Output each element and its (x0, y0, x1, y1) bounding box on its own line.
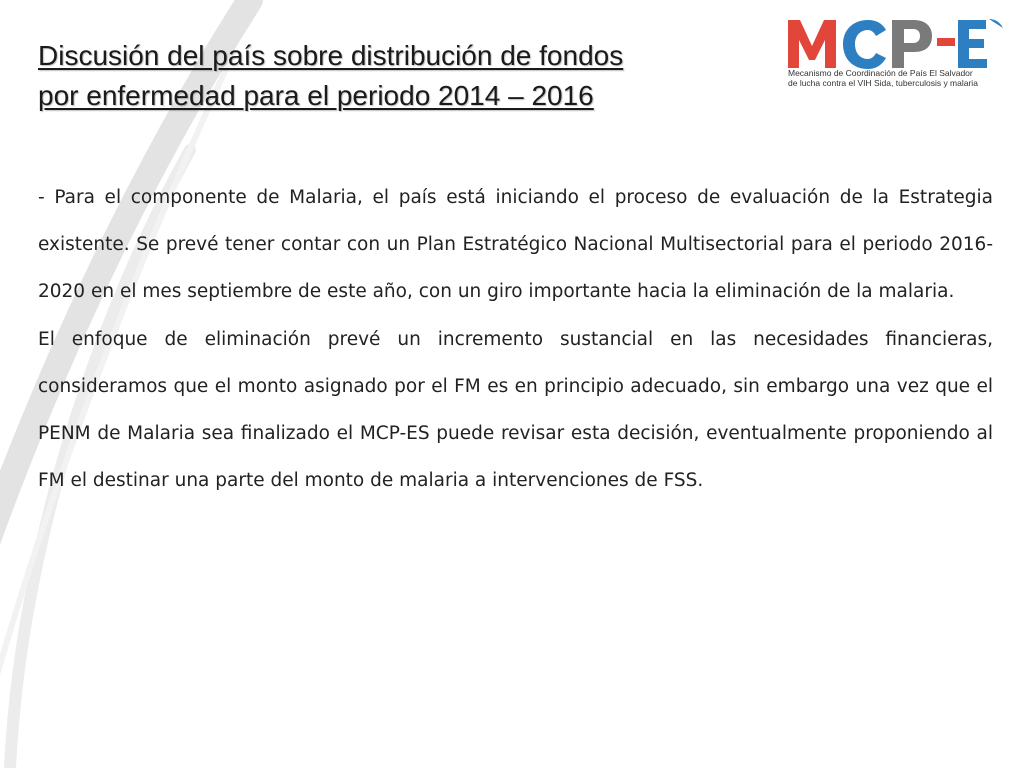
title-line-1: Discusión del país sobre distribución de fondos (38, 40, 624, 71)
title-line-2: por enfermedad para el periodo 2014 – 2016 (38, 80, 594, 111)
paragraph-elimination-approach: El enfoque de eliminación prevé un incremento sustancial en las necesidades financieras, consideramos que el monto asignado por el FM es en principio adecuado, sin embargo una vez que el PENM de Malaria sea finalizado el MCP-ES puede revisar esta decisión, eventualmente proponiendo al FM el destinar una parte del monto de malaria a intervenciones de FSS. (38, 329, 993, 491)
mcp-es-logo (782, 12, 1010, 94)
logo-mark (786, 12, 1004, 74)
logo-tagline-line-2: de lucha contra el VIH Sida, tuberculosis y malaria (788, 78, 978, 88)
logo-tagline (788, 68, 1008, 88)
slide-title (38, 36, 778, 116)
logo-tagline-line-1: Mecanismo de Coordinación de País El Salvador (788, 68, 973, 78)
paragraph-malaria-component: - Para el componente de Malaria, el país está iniciando el proceso de evaluación de la Estrategia existente. Se prevé tener contar con un Plan Estratégico Nacional Multisectorial para el periodo 2016-2020 en el mes septiembre de este año, con un giro importante hacia la eliminación de la malaria. (38, 187, 993, 302)
slide-body (38, 174, 993, 505)
